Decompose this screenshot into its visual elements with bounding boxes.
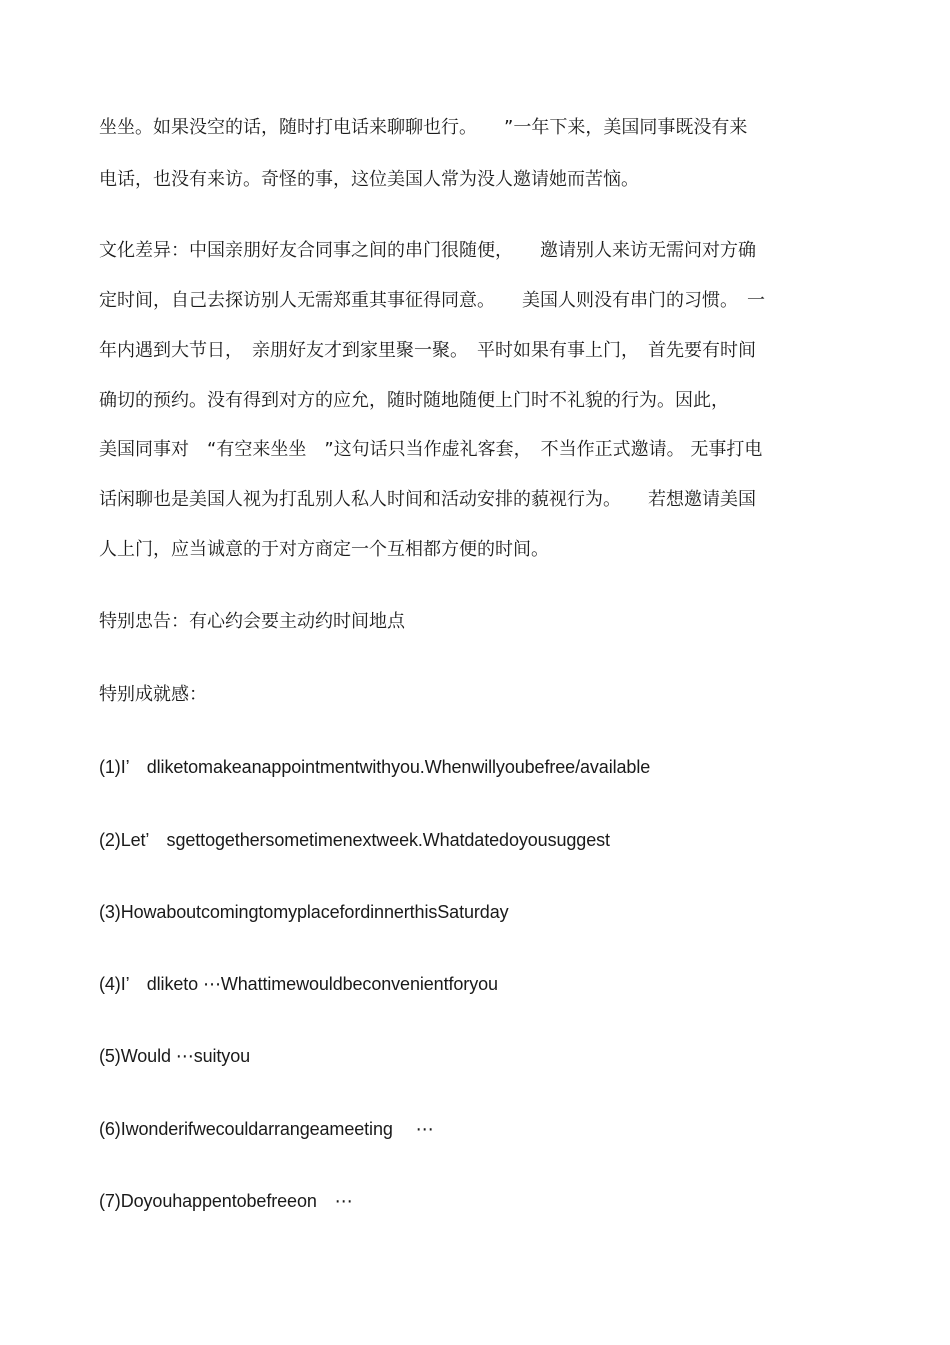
example-sentence: (5)Would ⋯suityou — [99, 1046, 251, 1066]
example-sentence: (2)Let’ sgettogethersometimenextweek.Whatdatedoyousuggest — [99, 830, 610, 850]
special-advice: 特别忠告：有心约会要主动约时间地点 — [99, 611, 405, 632]
text-line: 人上门，应当诚意的于对方商定一个互相都方便的时间。 — [99, 539, 549, 560]
example-sentence: (6)Iwonderifwecouldarrangeameeting ⋯ — [99, 1119, 434, 1139]
text-line: 确切的预约。没有得到对方的应允，随时随地随便上门时不礼貌的行为。因此， — [99, 390, 729, 411]
text-line: 文化差异：中国亲朋好友合同事之间的串门很随便， 邀请别人来访无需问对方确 — [99, 240, 756, 261]
text-line: 年内遇到大节日， 亲朋好友才到家里聚一聚。 平时如果有事上门， 首先要有时间 — [99, 340, 756, 361]
text-line: 电话，也没有来访。奇怪的事，这位美国人常为没人邀请她而苦恼。 — [99, 169, 639, 190]
text-line: 定时间，自己去探访别人无需郑重其事征得同意。 美国人则没有串门的习惯。 一 — [99, 290, 765, 311]
special-achievement-heading: 特别成就感： — [99, 684, 207, 705]
example-sentence: (3)HowaboutcomingtomyplacefordinnerthisSaturday — [99, 902, 509, 922]
text-line: 坐坐。如果没空的话，随时打电话来聊聊也行。 ”一年下来，美国同事既没有来 — [99, 117, 748, 138]
example-sentence: (1)I’ dliketomakeanappointmentwithyou.Whenwillyoubefree/available — [99, 757, 651, 777]
text-line: 话闲聊也是美国人视为打乱别人私人时间和活动安排的藐视行为。 若想邀请美国 — [99, 489, 756, 510]
text-line: 美国同事对 “有空来坐坐 ”这句话只当作虚礼客套， 不当作正式邀请。 无事打电 — [99, 439, 763, 460]
example-sentence: (7)Doyouhappentobefreeon ⋯ — [99, 1191, 353, 1211]
example-sentence: (4)I’ dliketo ⋯Whattimewouldbeconvenientforyou — [99, 974, 498, 994]
